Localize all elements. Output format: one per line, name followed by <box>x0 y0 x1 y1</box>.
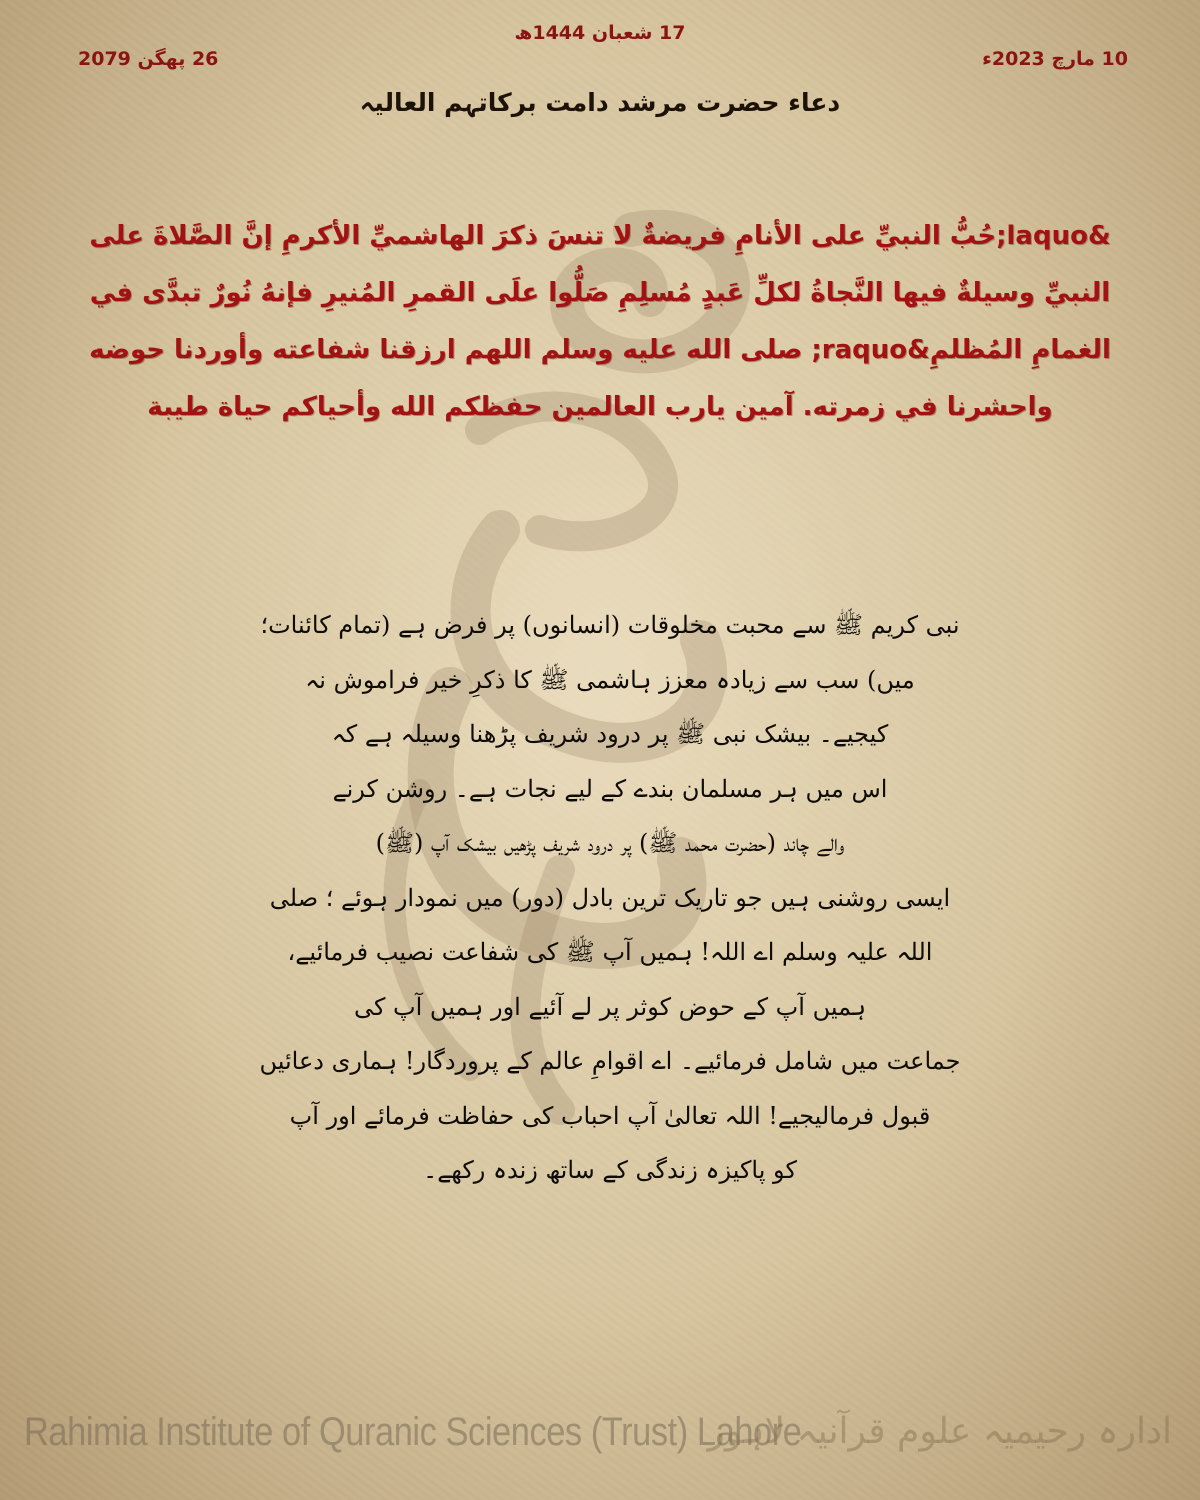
urdu-line: ایسی روشنی ہیں جو تاریک ترین بادل (دور) میں نمودار ہوئے ؛ صلی <box>269 883 951 912</box>
date-bikrami: 26 پھگن 2079 <box>78 48 219 70</box>
date-hijri: 17 شعبان 1444ھ <box>514 22 686 44</box>
urdu-translation <box>210 598 1010 1198</box>
institute-name-urdu: ادارہ رحیمیہ علوم قرآنیہ لاہور <box>707 1411 1172 1452</box>
urdu-line: میں) سب سے زیادہ معزز ہاشمی ﷺ کا ذکرِ خیر فراموش نہ <box>305 665 915 694</box>
urdu-line: جماعت میں شامل فرمائیے۔ اے اقوامِ عالم کے پروردگار! ہماری دعائیں <box>259 1047 961 1075</box>
institute-name-english: Rahimia Institute of Quranic Sciences (Trust) Lahore <box>24 1410 802 1454</box>
urdu-line: اس میں ہر مسلمان بندے کے لیے نجات ہے۔ روشن کرنے <box>332 774 888 803</box>
institute-logo <box>707 1405 1172 1465</box>
urdu-line: اللہ علیہ وسلم اے اللہ! ہمیں آپ ﷺ کی شفاعت نصیب فرمائیے، <box>287 938 933 966</box>
page-title: دعاء حضرت مرشد دامت برکاتہم العالیہ <box>359 88 841 117</box>
urdu-line: کو پاکیزہ زندگی کے ساتھ زندہ رکھے۔ <box>423 1156 797 1184</box>
urdu-line: نبی کریم ﷺ سے محبت مخلوقات (انسانوں) پر فرض ہے (تمام کائنات؛ <box>260 611 960 639</box>
arabic-prayer-text: &laquo;حُبُّ النبيِّ على الأنامِ فريضةٌ لا تنسَ ذكرَ الهاشميِّ الأكرمِ إنَّ الصَّلاةَ على النبيِّ وسيلةٌ فيها النَّجاةُ لكلِّ عَبدٍ مُسلِمِ صَلُّوا علَى القمرِ المُنيرِ فإنهُ نُورٌ تبدَّى في الغمامِ المُظلمِ&raquo; صلى الله عليه وسلم اللهم ارزقنا شفاعته وأوردنا حوضه واحشرنا في زمرته. آمين يارب العالمين حفظكم الله وأحياكم حياة طيبة <box>89 221 1111 422</box>
urdu-line: ہمیں آپ کے حوض کوثر پر لے آئیے اور ہمیں آپ کی <box>353 992 867 1021</box>
date-gregorian: 10 مارچ 2023ء <box>982 48 1128 70</box>
urdu-line: قبول فرمالیجیے! اللہ تعالیٰ آپ احباب کی حفاظت فرمائے اور آپ <box>289 1101 931 1130</box>
urdu-line: والے چاند (حضرت محمد ﷺ) پر درود شریف پڑھیں بیشک آپ (ﷺ) <box>375 829 845 857</box>
urdu-line: کیجیے۔ بیشک نبی ﷺ پر درود شریف پڑھنا وسیلہ ہے کہ <box>331 720 889 748</box>
